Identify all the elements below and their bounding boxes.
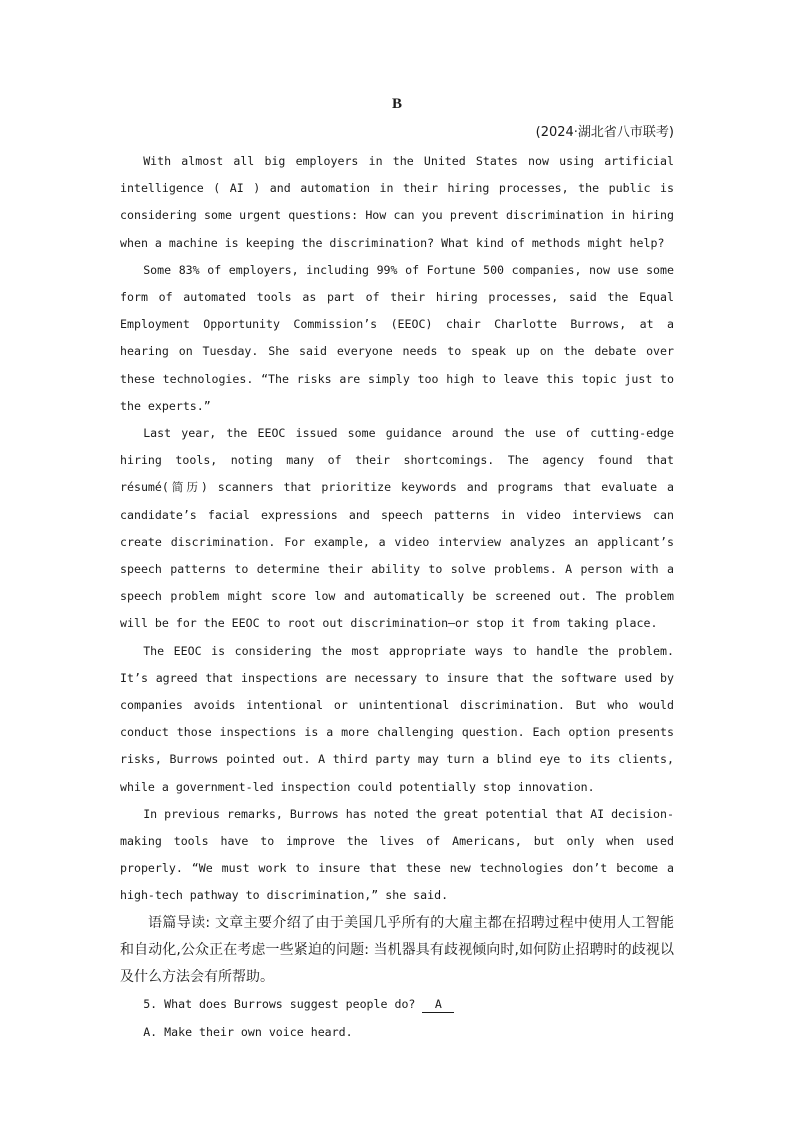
passage-body — [120, 148, 674, 1046]
passage-guide: 语篇导读: 文章主要介绍了由于美国几乎所有的大雇主都在招聘过程中使用人工智能和自动化,公众正在考虑一些紧迫的问题: 当机器具有歧视倾向时,如何防止招聘时的歧视以及什么方法会有所帮助。 — [120, 914, 674, 986]
source-note: (2024·湖北省八市联考) — [535, 125, 674, 140]
answer-blank: A — [422, 996, 454, 1013]
paragraph-3: Last year, the EEOC issued some guidance around the use of cutting-edge hiring tools, noting many of their shortcomings. The agency found that résumé(简历) scanners that prioritize keywords and programs that evaluate a candidate’s facial expressions and speech patterns in video interviews can create discrimination. For example, a video interview analyzes an applicant’s speech patterns to determine their ability to solve problems. A person with a speech problem might score low and automatically be screened out. The problem will be for the EEOC to root out discrimination—or stop it from taking place. — [120, 426, 674, 631]
paragraph-5: In previous remarks, Burrows has noted the great potential that AI decision-making tools have to improve the lives of Americans, but only when used properly. “We must work to insure that these new technologies don’t become a high-tech pathway to discrimination,” she said. — [120, 806, 674, 903]
question-stem: 5. What does Burrows suggest people do? — [143, 997, 416, 1012]
paragraph-4: The EEOC is considering the most appropriate ways to handle the problem. It’s agreed that inspections are necessary to insure that the software used by companies avoids intentional or unintentional discrimination. But who would conduct those inspections is a more challenging question. Each option presents risks, Burrows pointed out. A third party may turn a blind eye to its clients, while a government-led inspection could potentially stop innovation. — [120, 643, 674, 794]
section-letter: B — [391, 96, 402, 112]
paragraph-1: With almost all big employers in the United States now using artificial intelligence ( AI ) and automation in their hiring processes, the public is considering some urgent questions: How can you prevent discrimination in hiring when a machine is keeping the discrimination? What kind of methods might help? — [120, 154, 674, 250]
paragraph-2: Some 83% of employers, including 99% of Fortune 500 companies, now use some form of automated tools as part of their hiring processes, said the Equal Employment Opportunity Commission’s (EEOC) chair Charlotte Burrows, at a hearing on Tuesday. She said everyone needs to speak up on the debate over these technologies. “The risks are simply too high to leave this topic just to the experts.” — [120, 262, 674, 413]
question-5 — [120, 991, 674, 1018]
option-a: A. Make their own voice heard. — [143, 1024, 353, 1039]
